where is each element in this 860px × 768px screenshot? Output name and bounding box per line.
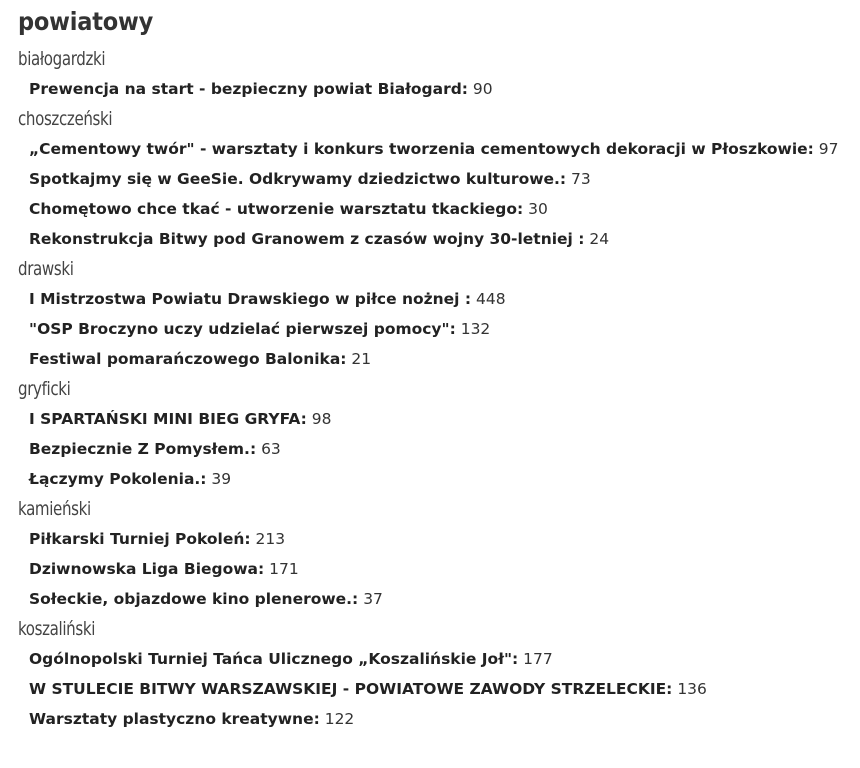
district-name: białogardzki: [18, 48, 106, 70]
project-list: [18, 404, 860, 494]
project-name: Spotkajmy się w GeeSie. Odkrywamy dziedzictwo kulturowe.:: [29, 170, 567, 188]
district-name: choszczeński: [18, 108, 113, 130]
project-item: [29, 284, 860, 314]
project-name: Festiwal pomarańczowego Balonika:: [29, 350, 347, 368]
project-votes: 171: [269, 560, 299, 578]
project-list: [18, 644, 860, 734]
district-section: [18, 494, 860, 614]
project-votes: 30: [528, 200, 548, 218]
page-title: powiatowy: [18, 7, 154, 36]
project-list: [18, 74, 860, 104]
project-votes: 21: [351, 350, 372, 368]
district-name: kamieński: [18, 498, 91, 520]
project-name: „Cementowy twór" - warsztaty i konkurs tworzenia cementowych dekoracji w Płoszkowie:: [29, 140, 814, 158]
project-name: I Mistrzostwa Powiatu Drawskiego w piłce nożnej :: [29, 290, 472, 308]
project-votes: 213: [255, 530, 286, 548]
project-item: [29, 704, 860, 734]
project-name: Sołeckie, objazdowe kino plenerowe.:: [29, 590, 359, 608]
project-votes: 63: [261, 440, 281, 458]
project-item: [29, 344, 860, 374]
project-item: [29, 674, 860, 704]
project-votes: 122: [324, 710, 355, 728]
project-votes: 39: [211, 470, 232, 488]
project-votes: 98: [311, 410, 332, 428]
project-votes: 73: [571, 170, 591, 188]
project-list: [18, 284, 860, 374]
project-votes: 132: [460, 320, 491, 338]
project-item: [29, 434, 860, 464]
project-name: Prewencja na start - bezpieczny powiat Białogard:: [29, 80, 468, 98]
project-name: Rekonstrukcja Bitwy pod Granowem z czasów wojny 30-letniej :: [29, 230, 585, 248]
project-votes: 37: [363, 590, 383, 608]
project-item: [29, 644, 860, 674]
project-votes: 97: [818, 140, 839, 158]
district-name: gryficki: [18, 378, 71, 400]
district-section: [18, 374, 860, 494]
district-name: koszaliński: [18, 618, 96, 640]
project-name: Warsztaty plastyczno kreatywne:: [29, 710, 320, 728]
project-list: [18, 524, 860, 614]
project-item: [29, 314, 860, 344]
project-item: [29, 404, 860, 434]
project-item: [29, 524, 860, 554]
project-item: [29, 464, 860, 494]
project-votes: 136: [677, 680, 707, 698]
project-votes: 24: [589, 230, 610, 248]
project-item: [29, 194, 860, 224]
project-name: I SPARTAŃSKI MINI BIEG GRYFA:: [29, 410, 307, 428]
project-name: Bezpiecznie Z Pomysłem.:: [29, 440, 257, 458]
project-votes: 90: [472, 80, 493, 98]
project-name: "OSP Broczyno uczy udzielać pierwszej pomocy":: [29, 320, 456, 338]
district-name: drawski: [18, 258, 74, 280]
project-item: [29, 224, 860, 254]
project-item: [29, 164, 860, 194]
district-section: [18, 614, 860, 734]
project-votes: 177: [523, 650, 553, 668]
project-name: Łączymy Pokolenia.:: [29, 470, 207, 488]
project-item: [29, 134, 860, 164]
district-section: [18, 44, 860, 104]
district-section: [18, 254, 860, 374]
project-name: Chomętowo chce tkać - utworzenie warsztatu tkackiego:: [29, 200, 524, 218]
project-name: Piłkarski Turniej Pokoleń:: [29, 530, 251, 548]
project-votes: 448: [476, 290, 506, 308]
results-page: [18, 0, 860, 768]
district-section: [18, 104, 860, 254]
project-name: Dziwnowska Liga Biegowa:: [29, 560, 265, 578]
project-name: Ogólnopolski Turniej Tańca Ulicznego „Koszalińskie Joł":: [29, 650, 519, 668]
project-item: [29, 74, 860, 104]
project-item: [29, 584, 860, 614]
project-item: [29, 554, 860, 584]
project-name: W STULECIE BITWY WARSZAWSKIEJ - POWIATOWE ZAWODY STRZELECKIE:: [29, 680, 673, 698]
project-list: [18, 134, 860, 254]
